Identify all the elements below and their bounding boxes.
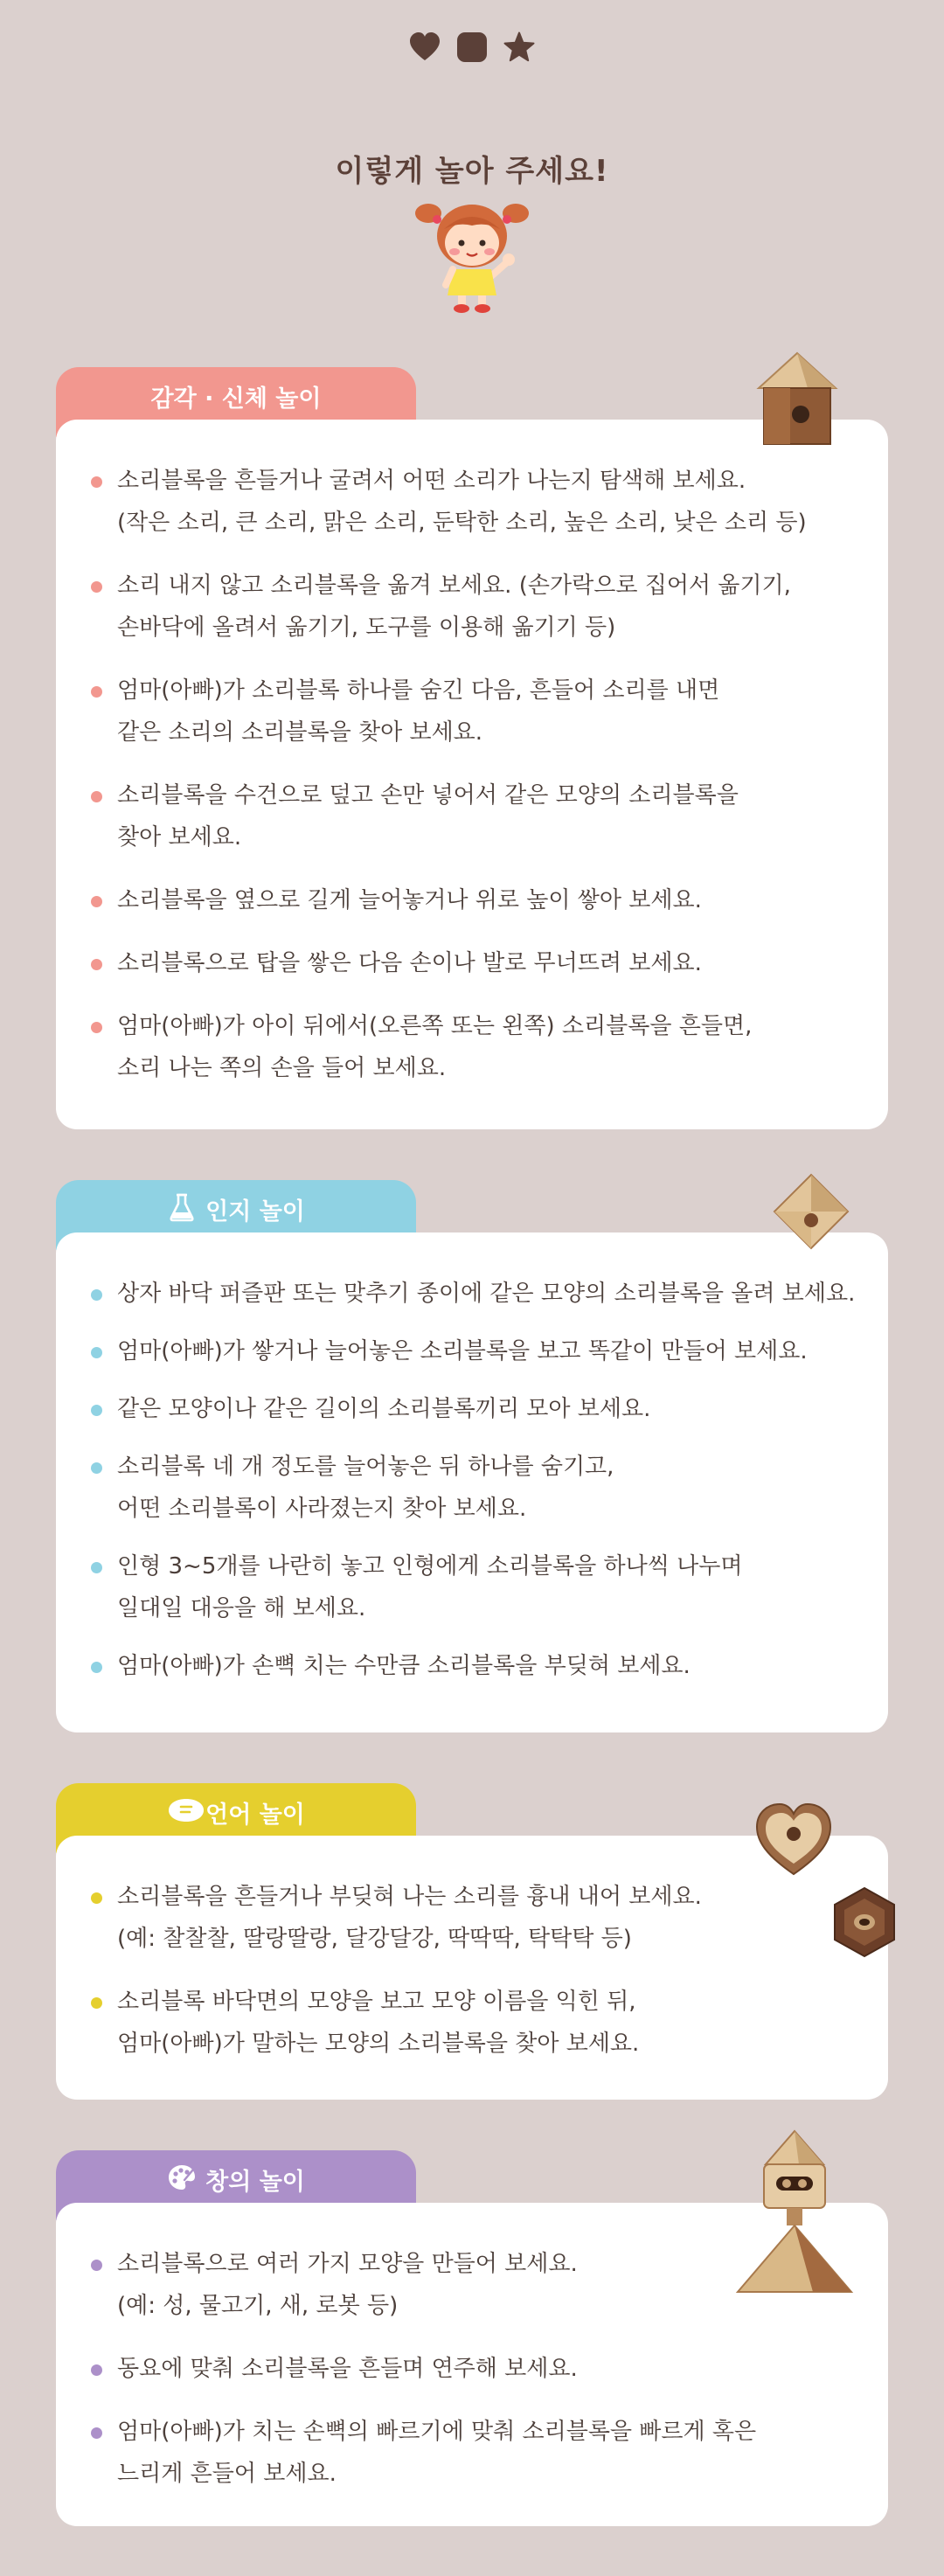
hexagon-block-image	[829, 1886, 900, 1958]
list-item: 같은 모양이나 같은 길이의 소리블록끼리 모아 보세요.	[91, 1388, 862, 1430]
bullet-dot	[91, 2427, 102, 2439]
speech-bubble-icon	[167, 1795, 197, 1825]
list-item: 엄마(아빠)가 치는 손뼉의 빠르기에 맞춰 소리블록을 빠르게 혹은 느리게 흔들어 보세요.	[91, 2411, 862, 2495]
heart-block-image	[753, 1801, 834, 1878]
bullet-dot	[91, 1892, 102, 1904]
star-icon	[503, 31, 535, 63]
tab-creative-play-label: 창의 놀이	[205, 2169, 305, 2196]
bullet-dot	[91, 2364, 102, 2376]
tab-cognitive-play-label: 인지 놀이	[205, 1198, 305, 1226]
cognitive-play-section	[56, 1180, 888, 1732]
girl-illustration	[411, 196, 533, 315]
palette-icon	[167, 2163, 197, 2192]
envelope-block-image	[771, 1171, 851, 1252]
list-item: 소리 내지 않고 소리블록을 옮겨 보세요. (손가락으로 집어서 옮기기, 손바닥에 올려서 옮기기, 도구를 이용해 옮기기 등)	[91, 565, 862, 649]
robot-block-image	[729, 2129, 860, 2295]
tab-language-play-label: 언어 놀이	[205, 1802, 305, 1829]
list-item: 엄마(아빠)가 소리블록 하나를 숨긴 다음, 흔들어 소리를 내면 같은 소리의 소리블록을 찾아 보세요.	[91, 670, 862, 753]
page-title: 이렇게 놀아 주세요!	[335, 154, 609, 189]
bullet-dot	[91, 476, 102, 488]
bullet-dot	[91, 959, 102, 970]
bullet-dot	[91, 1997, 102, 2009]
list-item: 소리블록 네 개 정도를 늘어놓은 뒤 하나를 숨기고, 어떤 소리블록이 사라졌는지 찾아 보세요.	[91, 1446, 862, 1530]
list-item: 상자 바닥 퍼즐판 또는 맞추기 종이에 같은 모양의 소리블록을 올려 보세요.	[91, 1273, 862, 1315]
list-item: 소리블록을 옆으로 길게 늘어놓거나 위로 높이 쌓아 보세요.	[91, 879, 862, 921]
flask-icon	[167, 1192, 197, 1222]
heart-icon	[409, 31, 441, 63]
list-item: 엄마(아빠)가 쌓거나 늘어놓은 소리블록을 보고 똑같이 만들어 보세요.	[91, 1330, 862, 1372]
bullet-dot	[91, 896, 102, 907]
bullet-dot	[91, 686, 102, 698]
bullet-dot	[91, 1347, 102, 1358]
bullet-dot	[91, 1462, 102, 1474]
bullet-dot	[91, 1022, 102, 1033]
list-item: 소리블록을 흔들거나 부딪혀 나는 소리를 흉내 내어 보세요. (예: 찰찰찰, 딸랑딸랑, 달강달강, 딱딱딱, 탁탁탁 등)	[91, 1876, 862, 1960]
list-item: 소리블록을 흔들거나 굴려서 어떤 소리가 나는지 탐색해 보세요. (작은 소리, 큰 소리, 맑은 소리, 둔탁한 소리, 높은 소리, 낮은 소리 등)	[91, 460, 862, 544]
creative-play-section	[56, 2150, 888, 2526]
list-item: 엄마(아빠)가 손뼉 치는 수만큼 소리블록을 부딪혀 보세요.	[91, 1645, 862, 1687]
bullet-dot	[91, 1289, 102, 1301]
header-icons	[0, 31, 944, 63]
list-item: 동요에 맞춰 소리블록을 흔들며 연주해 보세요.	[91, 2348, 862, 2390]
bullet-dot	[91, 2260, 102, 2271]
bullet-dot	[91, 581, 102, 593]
list-item: 인형 3~5개를 나란히 놓고 인형에게 소리블록을 하나씩 나누며 일대일 대응을 해 보세요.	[91, 1545, 862, 1629]
square-icon	[456, 31, 488, 63]
list-item: 소리블록을 수건으로 덮고 손만 넣어서 같은 모양의 소리블록을 찾아 보세요.	[91, 774, 862, 858]
list-item: 소리블록으로 탑을 쌓은 다음 손이나 발로 무너뜨려 보세요.	[91, 942, 862, 984]
list-item: 소리블록 바닥면의 모양을 보고 모양 이름을 익힌 뒤, 엄마(아빠)가 말하는 모양의 소리블록을 찾아 보세요.	[91, 1981, 862, 2065]
bullet-dot	[91, 1405, 102, 1416]
sensory-play-section	[56, 367, 888, 1129]
tab-sensory-play-label: 감각 · 신체 놀이	[150, 385, 322, 413]
cognitive-play-card	[56, 1232, 888, 1732]
list-item: 엄마(아빠)가 아이 뒤에서(오른쪽 또는 왼쪽) 소리블록을 흔들면, 소리 나는 쪽의 손을 들어 보세요.	[91, 1005, 862, 1089]
bullet-dot	[91, 1662, 102, 1673]
sensory-play-card	[56, 420, 888, 1129]
bullet-dot	[91, 791, 102, 802]
list-item: 소리블록으로 여러 가지 모양을 만들어 보세요. (예: 성, 물고기, 새, 로봇 등)	[91, 2243, 862, 2327]
house-block-image	[755, 350, 839, 448]
language-play-section	[56, 1783, 888, 2100]
bullet-dot	[91, 1562, 102, 1573]
